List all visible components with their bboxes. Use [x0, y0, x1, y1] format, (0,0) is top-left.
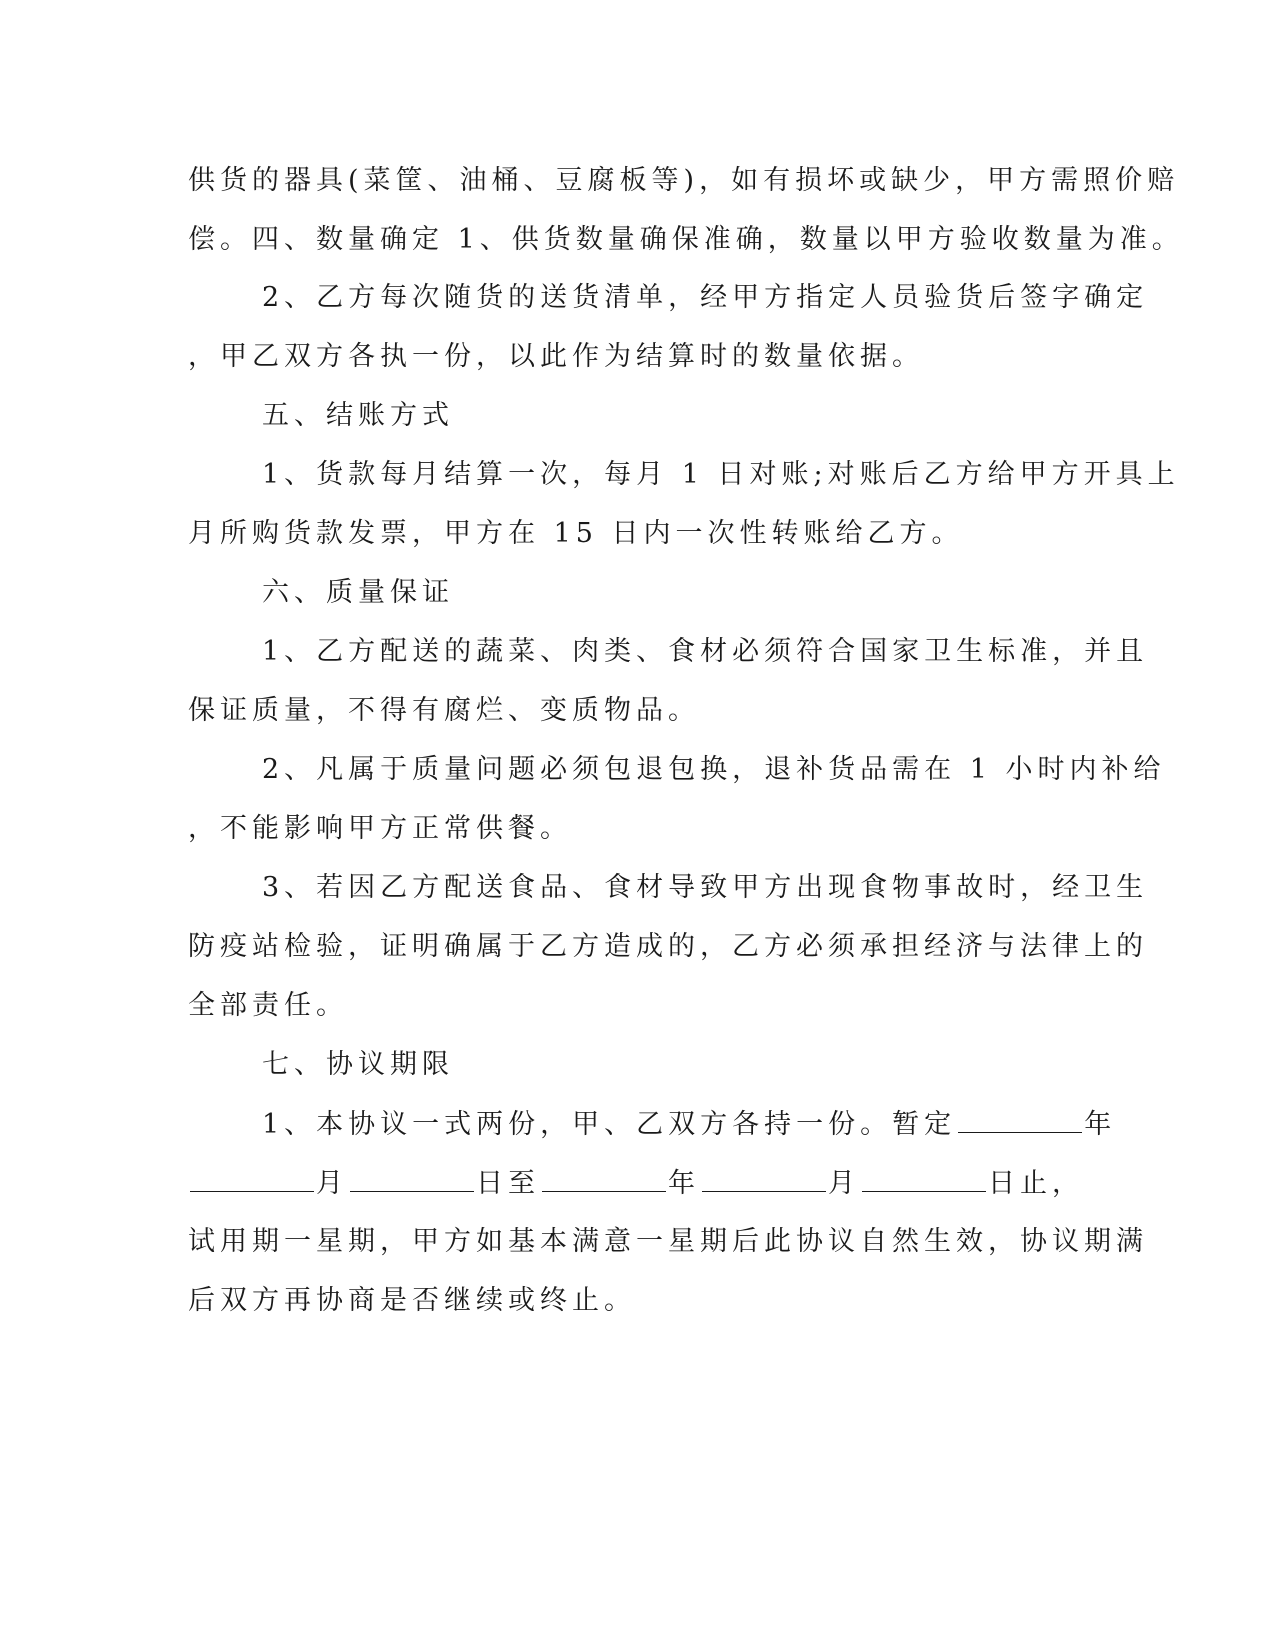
text-line: 防疫站检验，证明确属于乙方造成的，乙方必须承担经济与法律上的 — [188, 931, 1148, 962]
section-heading: 五、结账方式 — [262, 400, 454, 431]
text-line: 偿。四、数量确定 1、供货数量确保准确，数量以甲方验收数量为准。 — [188, 224, 1184, 255]
fill-in-blank[interactable] — [190, 1163, 314, 1192]
text-line: 全部责任。 — [188, 990, 348, 1021]
text-line: 试用期一星期，甲方如基本满意一星期后此协议自然生效，协议期满 — [188, 1226, 1148, 1257]
text-line: 供货的器具(菜筐、油桶、豆腐板等)，如有损坏或缺少，甲方需照价赔 — [188, 165, 1180, 196]
text-line: 1、乙方配送的蔬菜、肉类、食材必须符合国家卫生标准，并且 — [262, 636, 1149, 667]
text-line: ，甲乙双方各执一份，以此作为结算时的数量依据。 — [188, 341, 924, 372]
text-line: 3、若因乙方配送食品、食材导致甲方出现食物事故时，经卫生 — [262, 872, 1149, 903]
text-line: 2、凡属于质量问题必须包退包换，退补货品需在 1 小时内补给 — [262, 754, 1166, 785]
section-heading: 六、质量保证 — [262, 577, 454, 608]
text-segment: 日至 — [476, 1168, 540, 1199]
section-heading: 七、协议期限 — [262, 1049, 454, 1080]
text-line-with-blank — [262, 1104, 1162, 1144]
text-line: 保证质量，不得有腐烂、变质物品。 — [188, 695, 700, 726]
fill-in-blank[interactable] — [542, 1163, 666, 1192]
fill-in-blank[interactable] — [702, 1163, 826, 1192]
text-line: ，不能影响甲方正常供餐。 — [188, 813, 572, 844]
text-line: 2、乙方每次随货的送货清单，经甲方指定人员验货后签字确定 — [262, 282, 1149, 313]
text-line: 月所购货款发票，甲方在 15 日内一次性转账给乙方。 — [188, 518, 964, 549]
text-segment: 1、本协议一式两份，甲、乙双方各持一份。暂定 — [262, 1109, 957, 1140]
text-segment: 年 — [1084, 1109, 1117, 1140]
fill-in-blank[interactable] — [862, 1163, 986, 1192]
text-segment: 日止， — [988, 1168, 1084, 1199]
text-segment: 月 — [828, 1168, 860, 1199]
text-line: 1、货款每月结算一次，每月 1 日对账;对账后乙方给甲方开具上 — [262, 459, 1180, 490]
fill-in-blank[interactable] — [350, 1163, 474, 1192]
fill-in-blank[interactable] — [958, 1104, 1082, 1133]
text-segment: 年 — [668, 1168, 700, 1199]
text-line: 后双方再协商是否继续或终止。 — [188, 1285, 636, 1316]
text-segment: 月 — [316, 1168, 348, 1199]
date-blanks-line — [188, 1163, 1088, 1203]
